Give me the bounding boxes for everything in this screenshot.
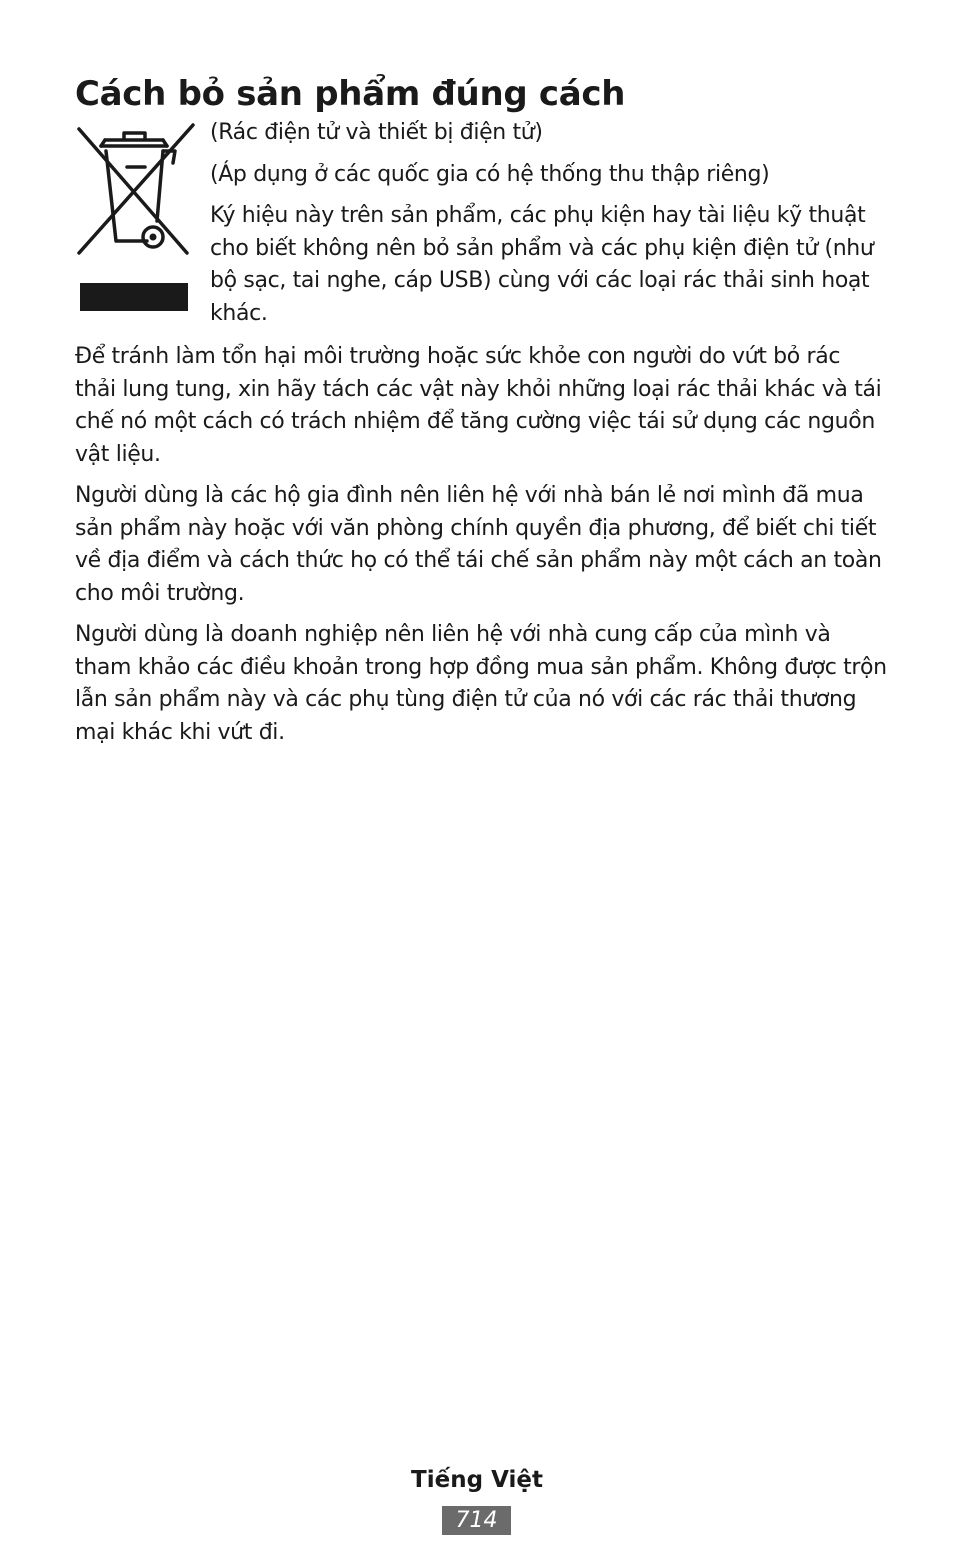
- footer-language: Tiếng Việt: [411, 1467, 543, 1493]
- paragraph-environment: Để tránh làm tổn hại môi trường hoặc sức khỏe con người do vứt bỏ rác thải lung tung, xin hãy tách các vật này khỏi những loại rác thải khác và tái chế nó một cách có trách nhiệm để tăng cường việc tái sử dụng các nguồn vật liệu.: [75, 344, 882, 467]
- page-number-badge: 714: [442, 1506, 511, 1535]
- intro-line-symbol-meaning: Ký hiệu này trên sản phẩm, các phụ kiện hay tài liệu kỹ thuật cho biết không nên bỏ sản phẩm và các phụ kiện điện tử (như bộ sạc, tai nghe, cáp USB) cùng với các loại rác thải sinh hoạt khác.: [210, 203, 874, 326]
- page-title: Cách bỏ sản phẩm đúng cách: [75, 74, 626, 114]
- intro-line-applicability: (Áp dụng ở các quốc gia có hệ thống thu thập riêng): [210, 161, 770, 187]
- crossed-out-wheelie-bin-icon: [75, 123, 197, 313]
- paragraph-household-users: Người dùng là các hộ gia đình nên liên hệ với nhà bán lẻ nơi mình đã mua sản phẩm này hoặc với văn phòng chính quyền địa phương, để biết chi tiết về địa điểm và cách thức họ có thể tái chế sản phẩm này một cách an toàn cho môi trường.: [75, 483, 882, 606]
- intro-line-category: (Rác điện tử và thiết bị điện tử): [210, 120, 543, 145]
- intro-block: [210, 117, 890, 330]
- paragraph-business-users: Người dùng là doanh nghiệp nên liên hệ với nhà cung cấp của mình và tham khảo các điều khoản trong hợp đồng mua sản phẩm. Không được trộn lẫn sản phẩm này và các phụ tùng điện tử của nó với các rác thải thương mại khác khi vứt đi.: [75, 622, 887, 745]
- body-block: [75, 341, 887, 749]
